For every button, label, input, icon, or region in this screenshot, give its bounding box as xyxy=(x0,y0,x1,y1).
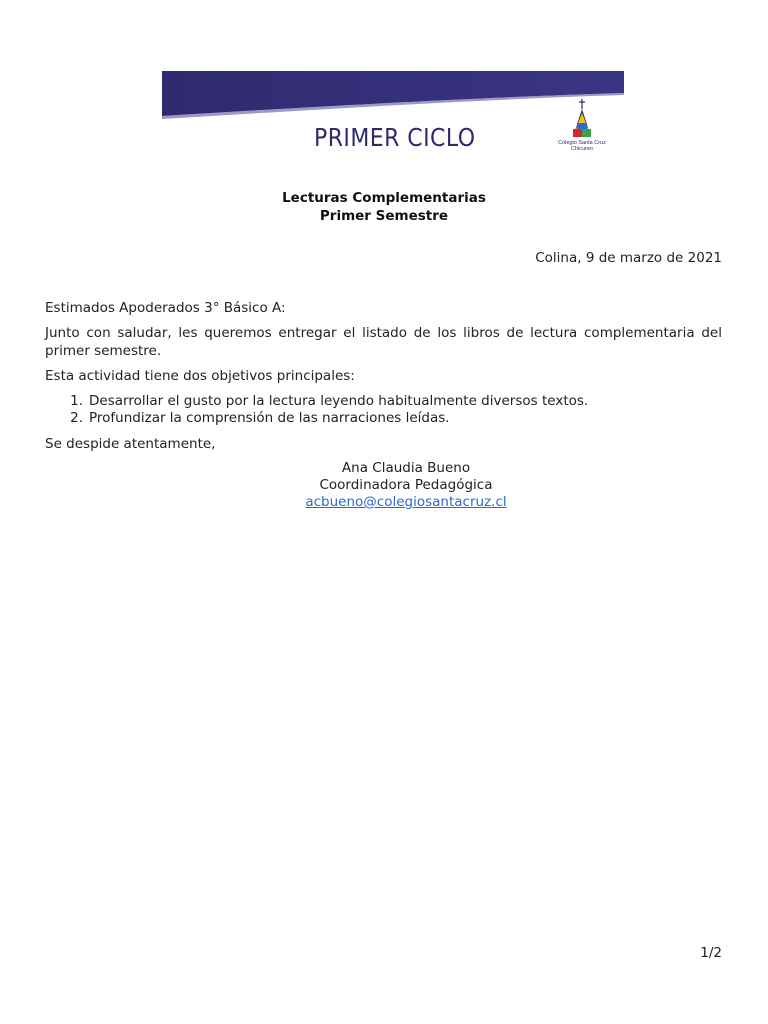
list-item-number: 1. xyxy=(70,393,83,409)
objectives-intro: Esta actividad tiene dos objetivos principales: xyxy=(45,368,355,384)
logo-name: Colegio Santa Cruz xyxy=(558,140,606,146)
school-logo xyxy=(550,99,614,159)
greeting: Estimados Apoderados 3° Básico A: xyxy=(45,300,286,316)
list-item-number: 2. xyxy=(70,410,83,426)
signature-email-link[interactable]: acbueno@colegiosantacruz.cl xyxy=(305,494,507,510)
logo-caption xyxy=(550,140,614,152)
header-banner xyxy=(162,71,624,166)
list-item xyxy=(45,410,722,427)
intro-paragraph: Junto con saludar, les queremos entregar el listado de los libros de lectura complementaria del primer semestre. xyxy=(45,325,722,359)
page-number: 1/2 xyxy=(700,945,722,961)
letter-date: Colina, 9 de marzo de 2021 xyxy=(535,250,722,266)
signature-role: Coordinadora Pedagógica xyxy=(319,477,493,493)
closing: Se despide atentamente, xyxy=(45,436,216,452)
document-subtitle: Primer Semestre xyxy=(319,208,449,224)
list-item-text: Profundizar la comprensión de las narraciones leídas. xyxy=(89,410,450,426)
list-item xyxy=(45,393,722,410)
logo-place: Chicureo xyxy=(570,146,593,152)
cross-icon xyxy=(550,99,614,141)
banner-title: PRIMER CICLO xyxy=(314,123,476,152)
signature-name: Ana Claudia Bueno xyxy=(341,460,471,476)
list-item-text: Desarrollar el gusto por la lectura leyendo habitualmente diversos textos. xyxy=(89,393,589,409)
objectives-list xyxy=(45,393,722,427)
document-title: Lecturas Complementarias xyxy=(282,190,486,206)
